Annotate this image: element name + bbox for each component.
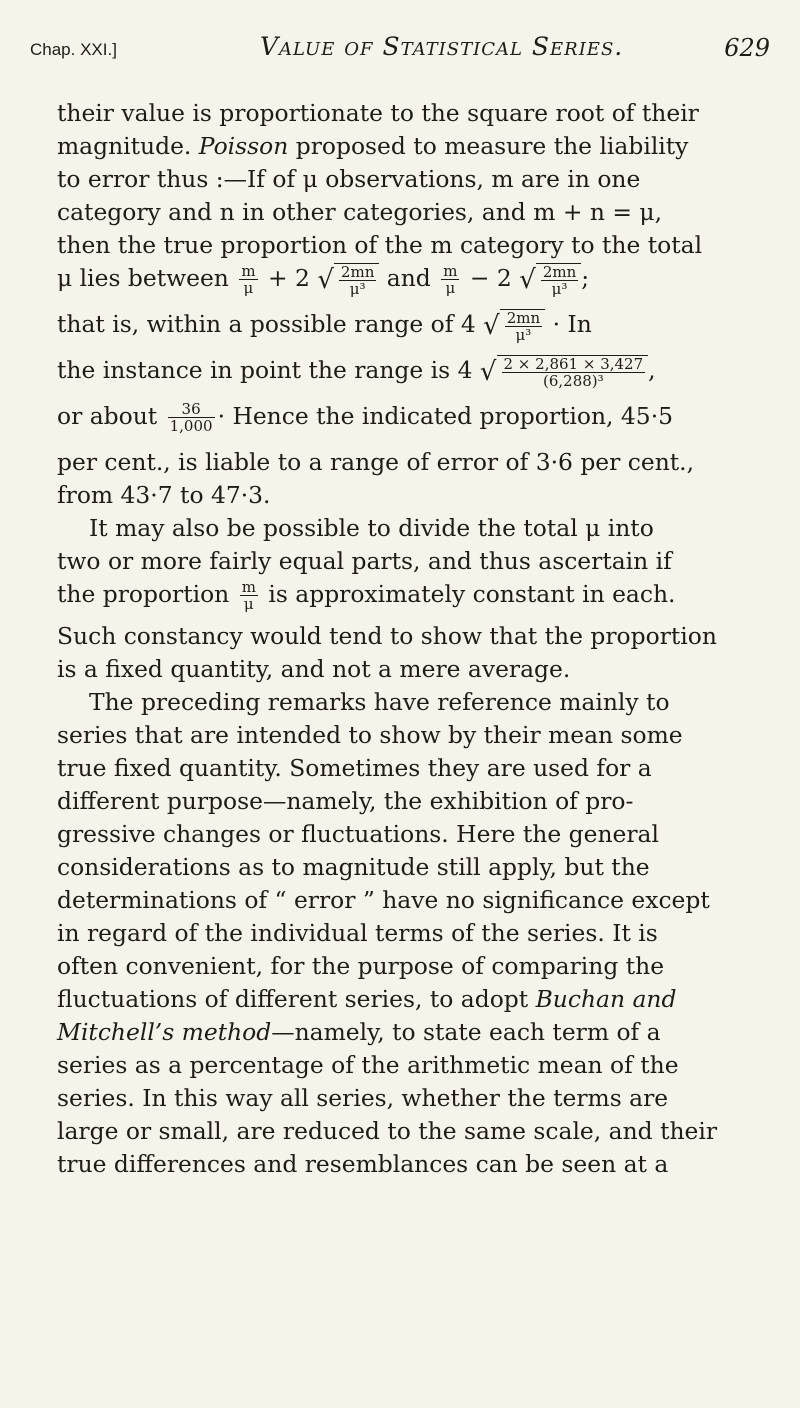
formula-line: or about $\frac{36}{1,000}$ · Hence the indicated proportion, 45·5 — [57, 400, 674, 435]
paragraph-3 — [57, 686, 769, 1181]
square-root: √ $\frac{2mn}{\text{μ³}}$ — [317, 263, 379, 297]
page-number: 629 — [724, 34, 770, 62]
text-line: gressive changes or fluctuations. Here the general — [57, 820, 659, 848]
fraction: $\frac{m}{\mu}$ — [443, 262, 458, 297]
running-title: Value of Statistical Series. — [260, 32, 624, 61]
method-name: Buchan and — [535, 985, 677, 1013]
text-line: magnitude. Poisson proposed to measure the liability — [57, 132, 689, 160]
text-line: is a fixed quantity, and not a mere average. — [57, 655, 571, 683]
formula-line: μ lies between $\frac{m}{\mu}$ + 2 √ $\frac{2mn}{\text{μ³}}$ and $\frac{m}{\mu}$ − 2 √ $\frac{2mn}{\text{μ³}}$ ; — [57, 262, 590, 298]
text-line: two or more fairly equal parts, and thus ascertain if — [57, 547, 672, 575]
author-name: Poisson — [198, 132, 289, 160]
text-line: fluctuations of different series, to adopt Buchan and — [57, 985, 677, 1013]
text-line: considerations as to magnitude still apply, but the — [57, 853, 650, 881]
square-root: √ $\frac{2mn}{\text{μ³}}$ — [483, 309, 545, 343]
body-text — [57, 97, 769, 1181]
text-line: their value is proportionate to the square root of their — [57, 99, 699, 127]
text-line: true differences and resemblances can be seen at a — [57, 1150, 669, 1178]
formula-line: the instance in point the range is 4 √ $\frac{2 \times 2,861 \times 3,427}{\text{(6,288)³}}$ , — [57, 354, 656, 390]
square-root: √ $\frac{2 \times 2,861 \times 3,427}{\text{(6,288)³}}$ — [480, 355, 648, 389]
text-line: true fixed quantity. Sometimes they are used for a — [57, 754, 652, 782]
text-line: Such constancy would tend to show that the proportion — [57, 622, 717, 650]
formula-line: that is, within a possible range of 4 √ $\frac{2mn}{\text{μ³}}$ · In — [57, 308, 592, 344]
text-line: large or small, are reduced to the same scale, and their — [57, 1117, 718, 1145]
paragraph-2 — [57, 512, 769, 686]
text-line: determinations of “ error ” have no significance except — [57, 886, 710, 914]
text-line: per cent., is liable to a range of error of 3·6 per cent., — [57, 448, 695, 476]
fraction: $\frac{m}{\mu}$ — [241, 578, 256, 613]
text-line: series that are intended to show by their mean some — [57, 721, 683, 749]
text-line: The preceding remarks have reference mainly to — [89, 688, 670, 716]
fraction: $\frac{m}{\mu}$ — [241, 262, 256, 297]
text-line: then the true proportion of the m category to the total — [57, 231, 703, 259]
formula-line: the proportion $\frac{m}{\mu}$ is approximately constant in each. — [57, 578, 676, 613]
chapter-label: Chap. XXI.] — [30, 40, 117, 59]
paragraph-1 — [57, 97, 769, 512]
text-line: It may also be possible to divide the total μ into — [89, 514, 654, 542]
text-line: from 43·7 to 47·3. — [57, 481, 271, 509]
text-line: in regard of the individual terms of the series. It is — [57, 919, 658, 947]
text-line: series. In this way all series, whether the terms are — [57, 1084, 669, 1112]
text-line: to error thus :—If of μ observations, m are in one — [57, 165, 641, 193]
running-header — [30, 30, 770, 70]
square-root: √ $\frac{2mn}{\text{μ³}}$ — [519, 263, 581, 297]
text-line: category and n in other categories, and m + n = μ, — [57, 198, 663, 226]
method-name: Mitchell’s method — [57, 1018, 272, 1046]
text-line: different purpose—namely, the exhibition of pro- — [57, 787, 634, 815]
text-line: series as a percentage of the arithmetic mean of the — [57, 1051, 679, 1079]
text-line: Mitchell’s method—namely, to state each term of a — [57, 1018, 661, 1046]
fraction: $\frac{36}{1,000}$ — [169, 400, 213, 435]
text-line: often convenient, for the purpose of comparing the — [57, 952, 665, 980]
